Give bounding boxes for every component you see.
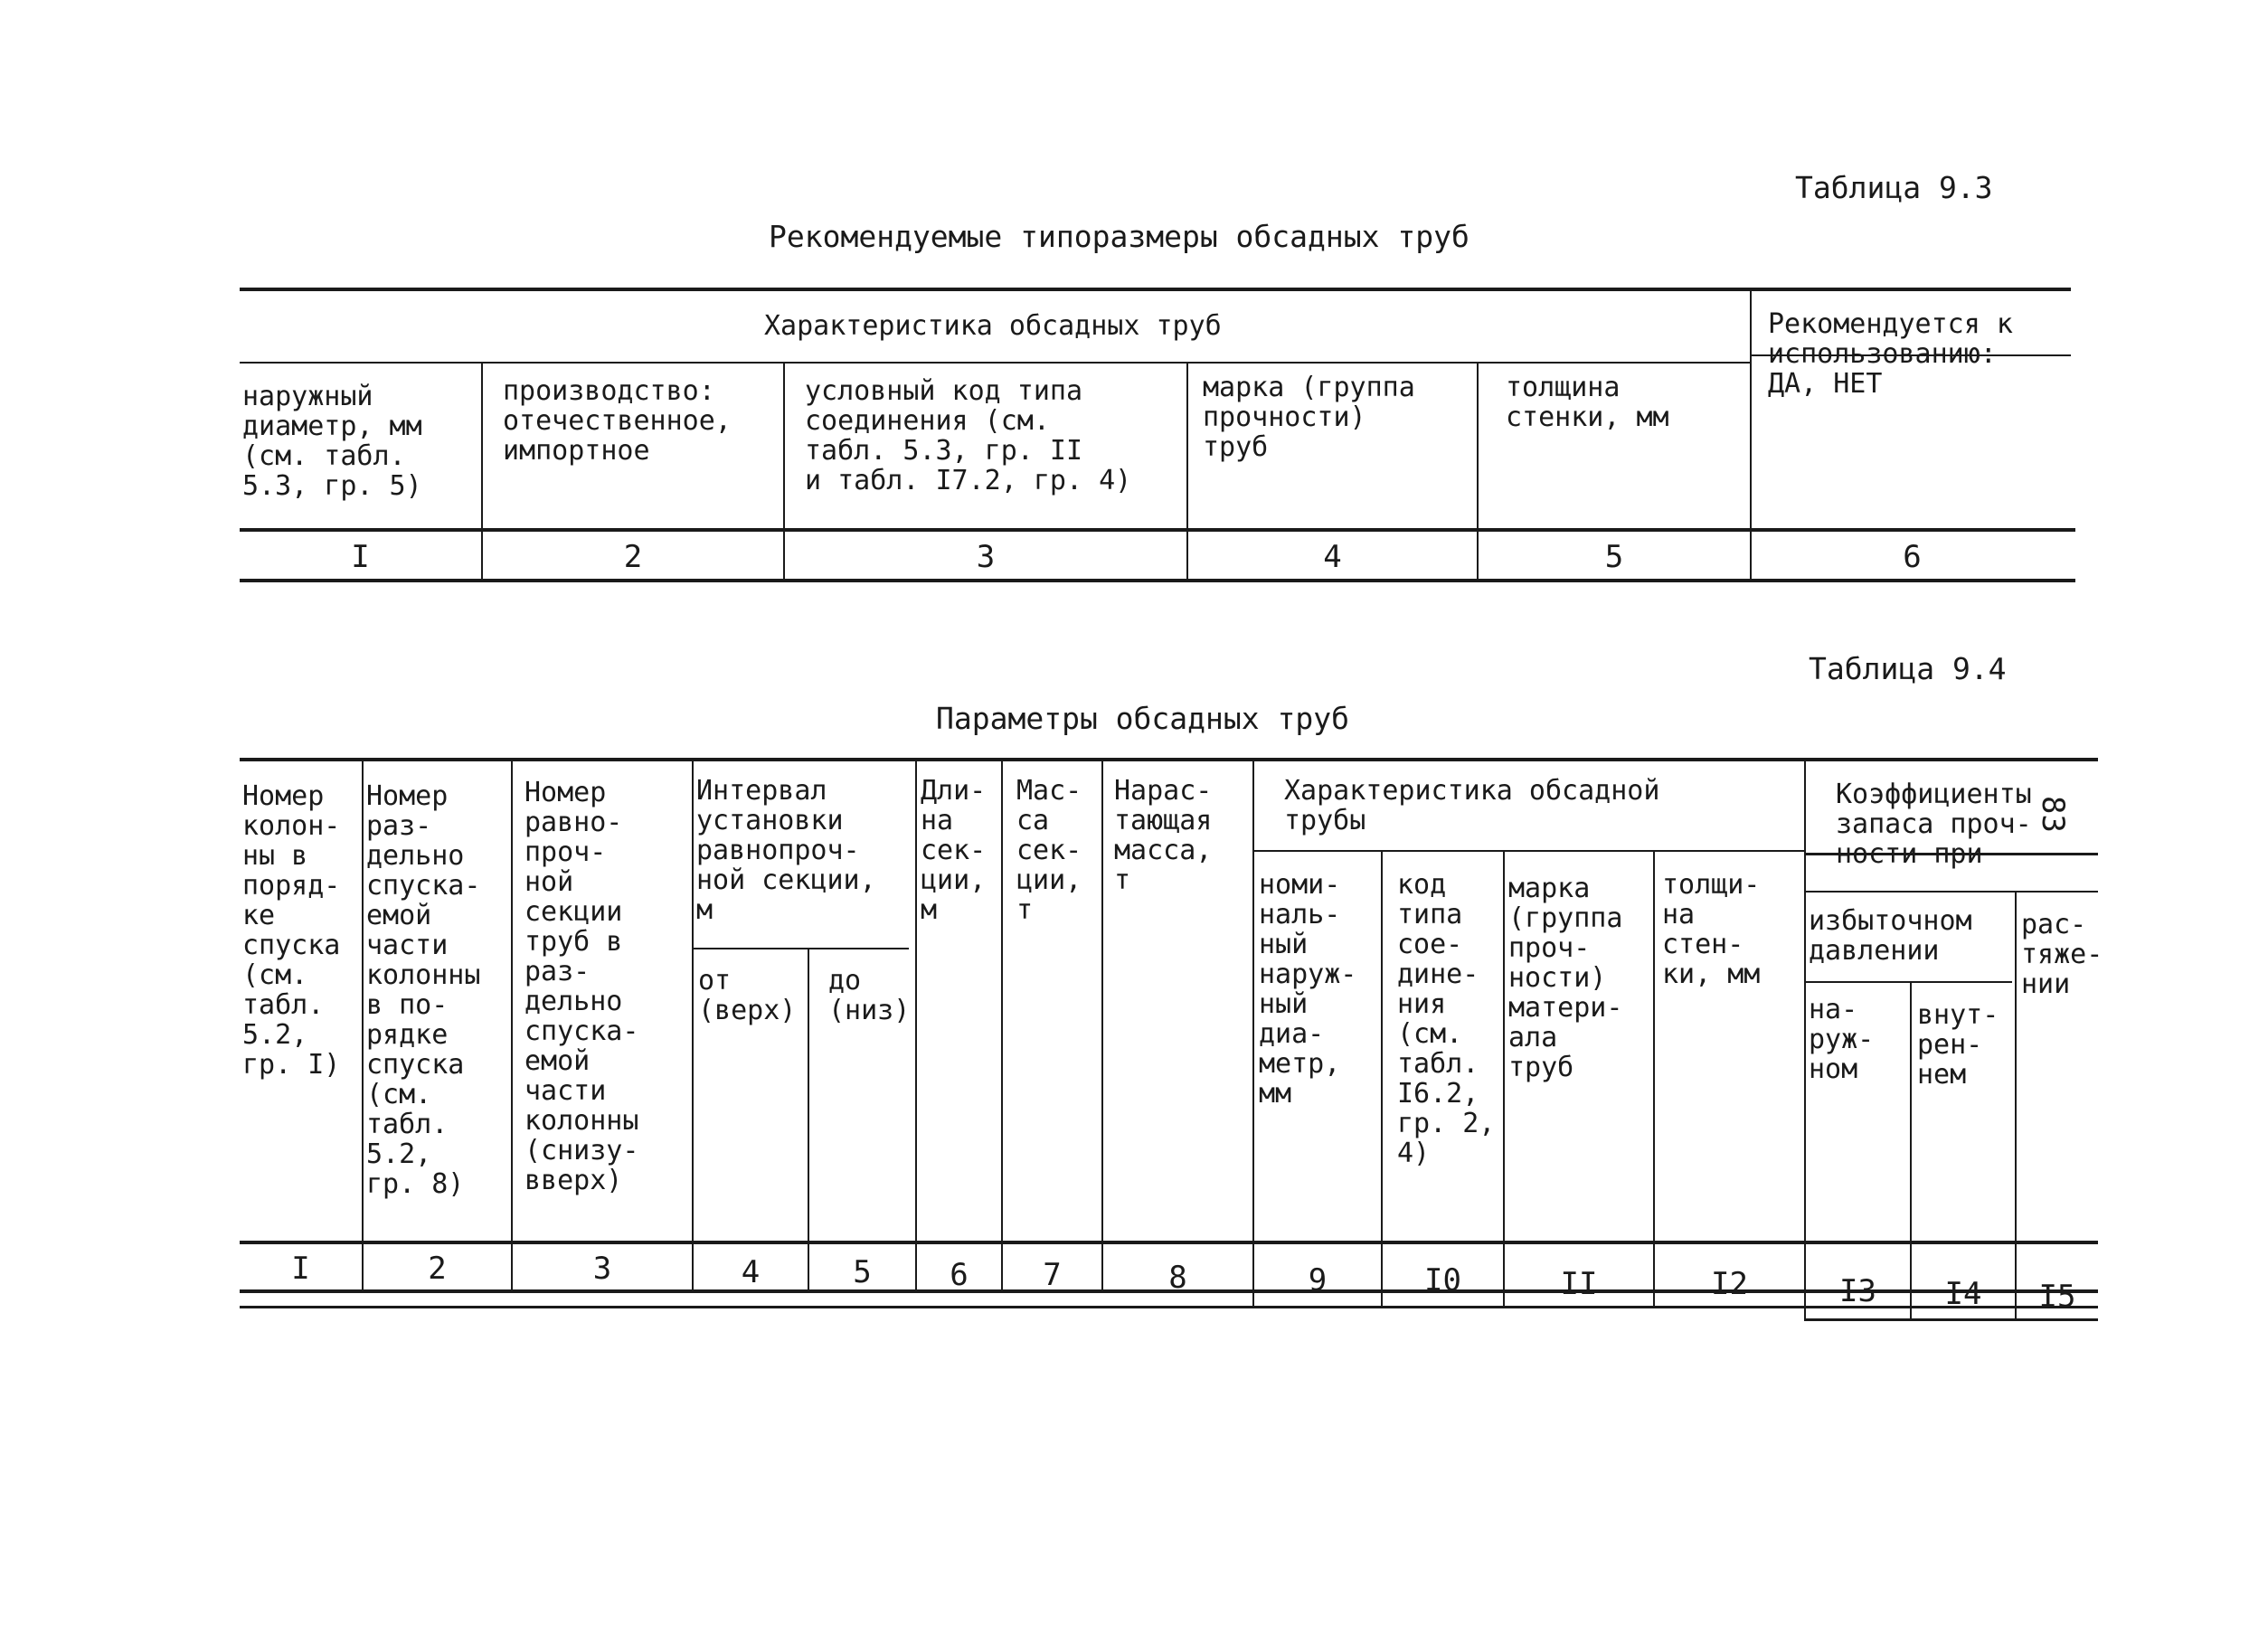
header-wall-thickness: толщина стенки, мм: [1506, 373, 1669, 432]
header-connection-code: условный код типа соединения (см. табл. 5.3, гр. II и табл. I7.2, гр. 4): [805, 376, 1132, 496]
group-header-characteristics: Характеристика обсадных труб: [764, 311, 1222, 341]
header-wall-thickness: толщи- на стен- ки, мм: [1662, 870, 1761, 989]
col-number: 4: [741, 1254, 761, 1290]
header-pipe-characteristics: Характеристика обсадной трубы: [1284, 776, 1660, 836]
col-number: 2: [428, 1251, 447, 1287]
col-number: II: [1560, 1266, 1598, 1302]
col-number: I4: [1944, 1276, 1982, 1312]
header-external: на- руж- ном: [1809, 995, 1875, 1084]
header-material-grade: марка (группа проч- ности) матери- ала труб: [1508, 874, 1623, 1082]
col-number: 2: [623, 539, 643, 575]
header-production: производство: отечественное, импортное: [503, 376, 732, 466]
header-nominal-diameter: номи- наль- ный наруж- ный диа- метр, мм: [1259, 870, 1357, 1109]
col-number: 7: [1043, 1257, 1062, 1293]
col-number: I3: [1839, 1273, 1876, 1309]
header-safety-factors: Коэффициенты запаса проч- ности при: [1836, 779, 2032, 869]
col-number: 6: [1903, 539, 1922, 575]
col-number: 9: [1308, 1262, 1328, 1299]
header-internal: внут- рен- нем: [1917, 1000, 1999, 1090]
header-section-length: Дли- на сек- ции, м: [921, 776, 987, 925]
page-number: 83: [2035, 796, 2071, 833]
header-excess-pressure: избыточном давлении: [1809, 906, 1972, 966]
table-9-3-label: Таблица 9.3: [1795, 170, 1993, 205]
col-number: 4: [1323, 539, 1342, 575]
col-number: I: [291, 1251, 310, 1287]
header-column-number: Номер колон- ны в поряд- ке спуска (см. табл. 5.2, гр. I): [242, 781, 341, 1080]
header-section-number: Номер равно- проч- ной секции труб в раз- дельно спуска- емой части колонны (снизу- вверх): [524, 778, 639, 1195]
col-number: 3: [976, 539, 996, 575]
header-grade: марка (группа прочности) труб: [1203, 373, 1415, 462]
header-interval: Интервал установки равнопроч- ной секции, м: [696, 776, 876, 925]
header-outer-diameter: наружный диаметр, мм (см. табл. 5.3, гр. 5): [242, 382, 422, 501]
col-number: I2: [1711, 1266, 1748, 1302]
col-number: 5: [853, 1254, 872, 1290]
header-cumulative-mass: Нарас- тающая масса, т: [1114, 776, 1213, 895]
col-number: 3: [592, 1251, 612, 1287]
col-number: 8: [1168, 1260, 1187, 1296]
header-recommended: Рекомендуется к использованию: ДА, НЕТ: [1768, 309, 2013, 399]
header-tension: рас- тяже- нии: [2021, 910, 2103, 999]
col-number: 5: [1604, 539, 1624, 575]
col-number: I0: [1424, 1262, 1461, 1299]
header-part-number: Номер раз- дельно спуска- емой части колонны в по- рядке спуска (см. табл. 5.2, гр. 8): [366, 781, 481, 1199]
col-number: I5: [2038, 1279, 2076, 1315]
header-to-bottom: до (низ): [828, 966, 911, 1025]
table-9-4-title: Параметры обсадных труб: [936, 701, 1349, 736]
table-9-3-title: Рекомендуемые типоразмеры обсадных труб: [769, 219, 1469, 254]
header-section-mass: Мас- са сек- ции, т: [1016, 776, 1082, 925]
table-9-4-label: Таблица 9.4: [1809, 651, 2007, 686]
header-from-top: от (верх): [698, 966, 797, 1025]
header-connection-type-code: код типа сое- дине- ния (см. табл. I6.2, гр. 2, 4): [1397, 870, 1496, 1168]
col-number: 6: [950, 1257, 969, 1293]
col-number: I: [351, 539, 370, 575]
